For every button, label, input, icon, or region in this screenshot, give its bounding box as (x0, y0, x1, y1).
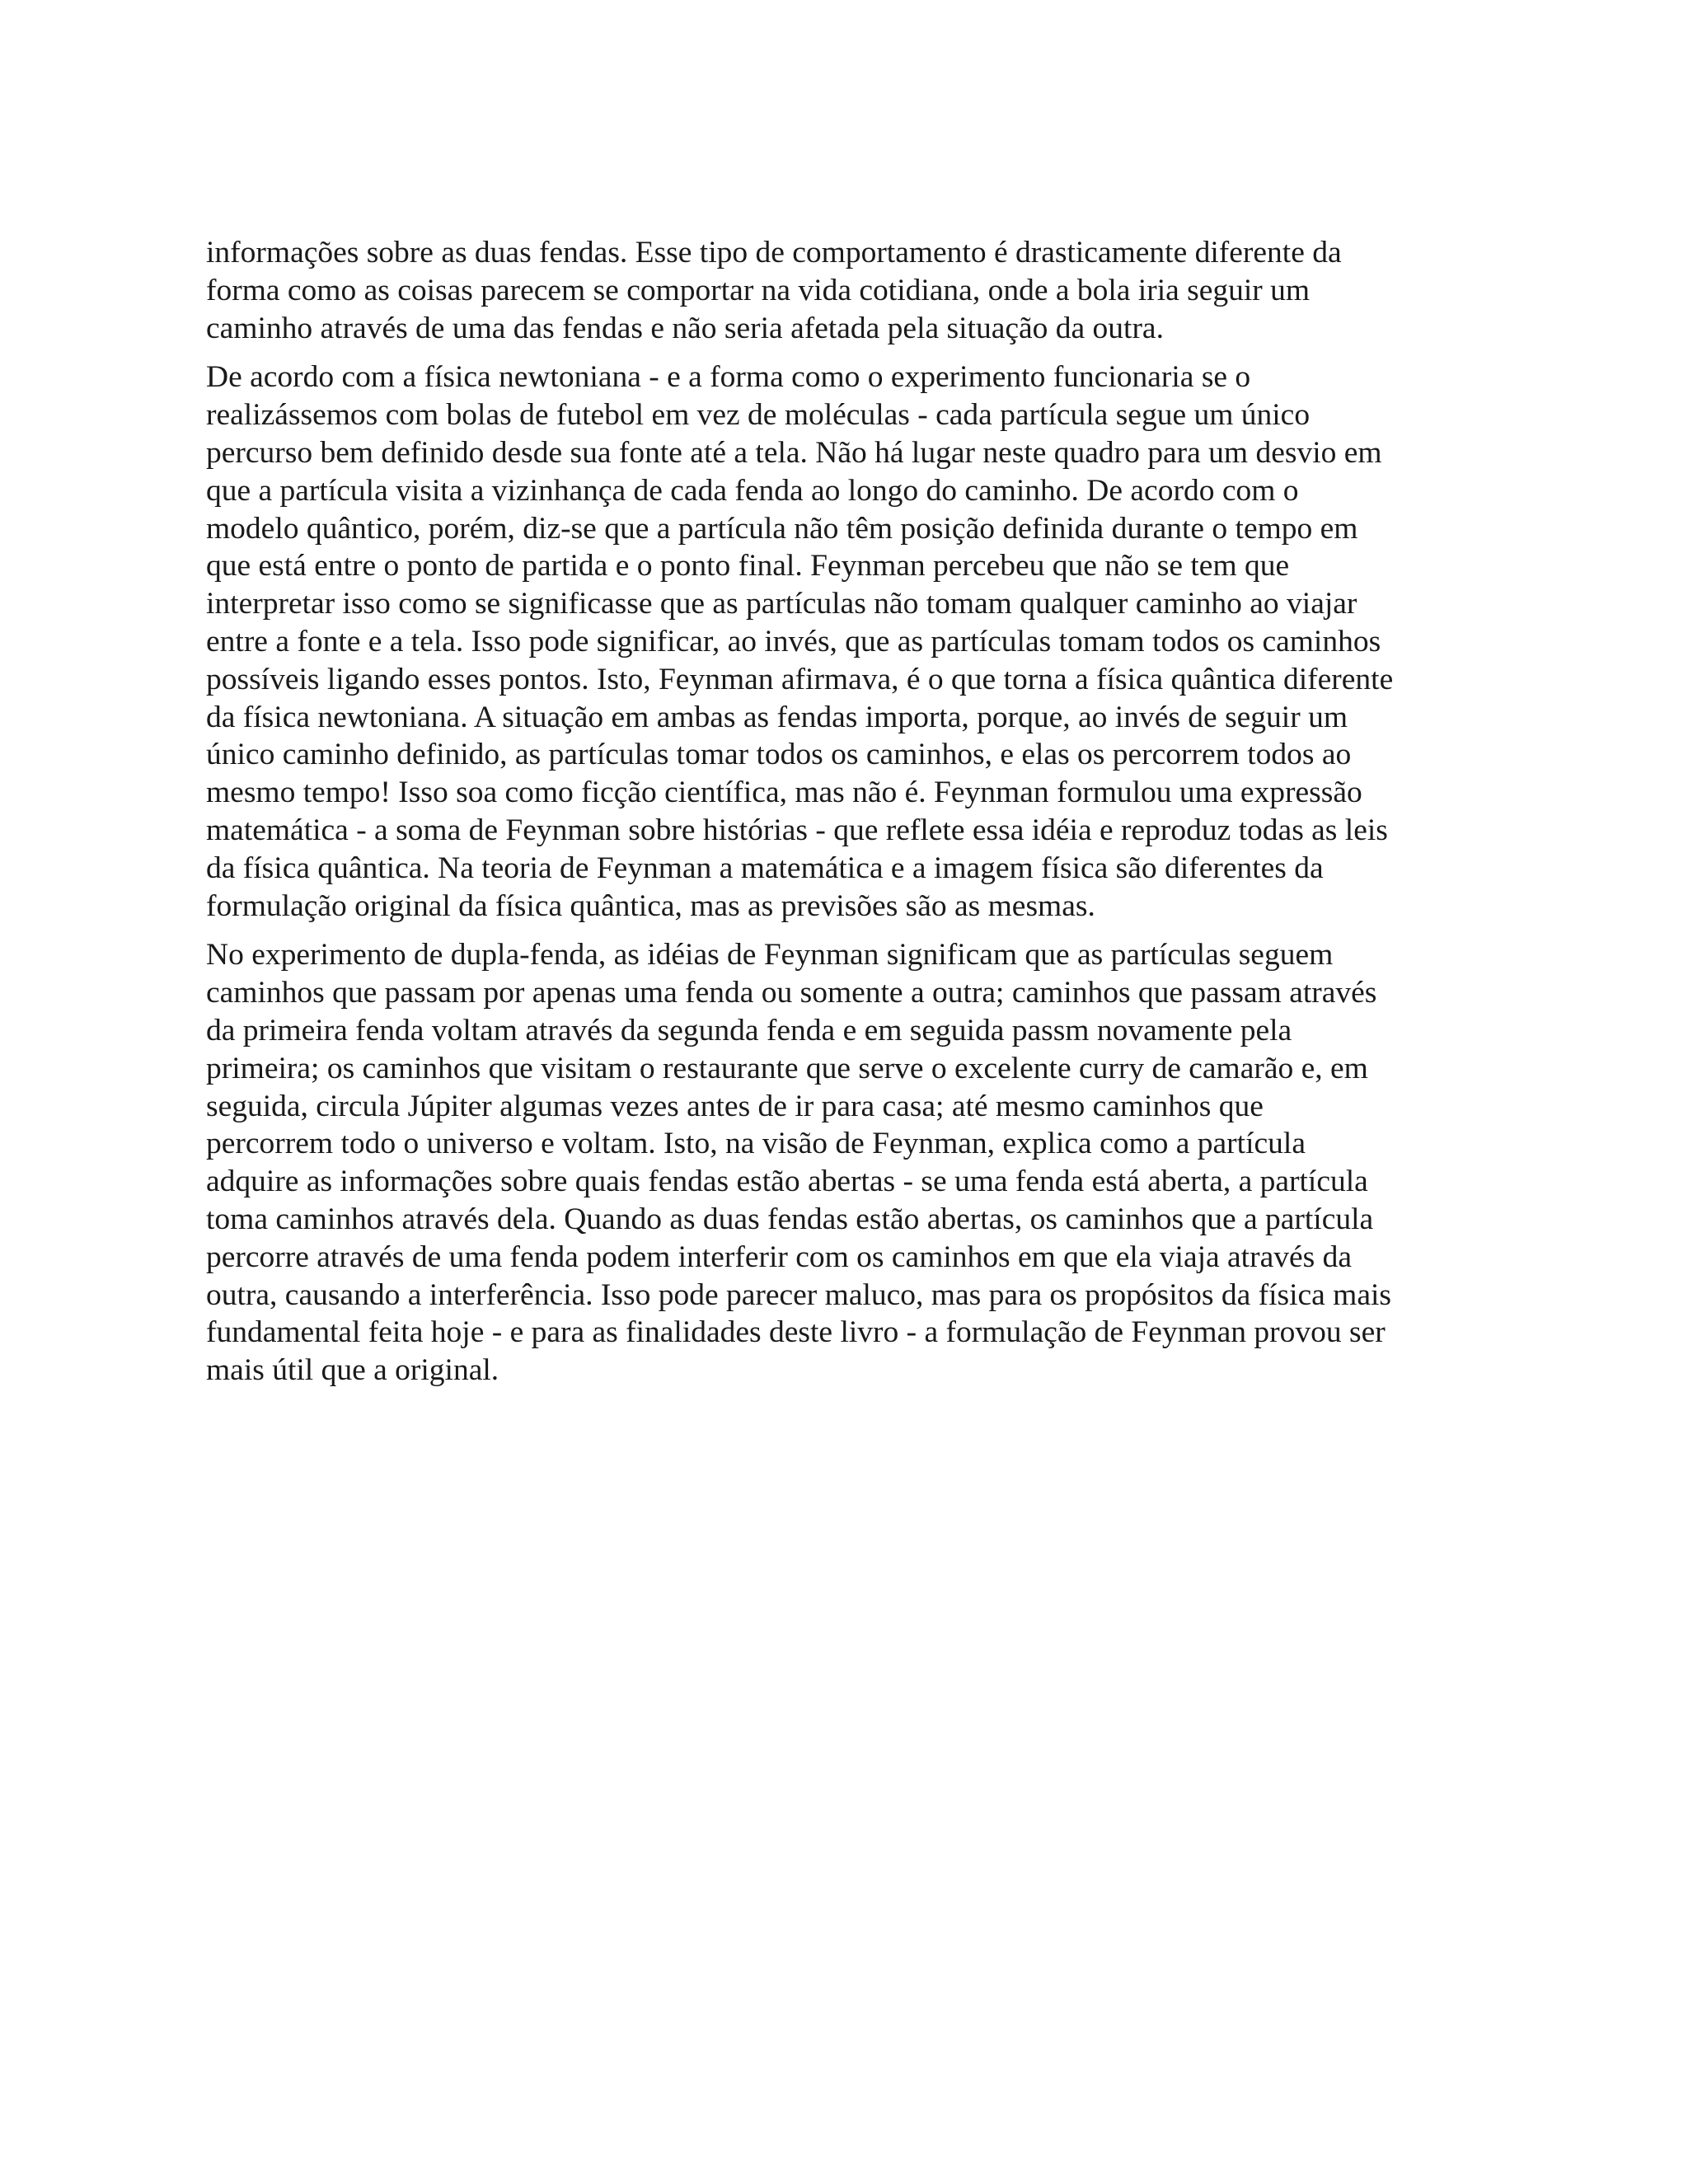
text-line: da física quântica. Na teoria de Feynman a matemática e a imagem física são diferentes da (206, 851, 1324, 885)
text-line: que a partícula visita a vizinhança de cada fenda ao longo do caminho. De acordo com o (206, 473, 1299, 508)
text-line: outra, causando a interferência. Isso pode parecer maluco, mas para os propósitos da física mais (206, 1277, 1392, 1312)
text-line: mais útil que a original. (206, 1353, 499, 1388)
text-line: No experimento de dupla-fenda, as idéias de Feynman significam que as partículas seguem (206, 938, 1334, 972)
text-line: adquire as informações sobre quais fendas estão abertas - se uma fenda está aberta, a partícula (206, 1165, 1368, 1199)
paragraph-2 (206, 359, 1479, 925)
text-line: fundamental feita hoje - e para as finalidades deste livro - a formulação de Feynman provou ser (206, 1315, 1386, 1350)
text-line: percorre através de uma fenda podem interferir com os caminhos em que ela viaja através da (206, 1240, 1352, 1274)
text-line: formulação original da física quântica, mas as previsões são as mesmas. (206, 888, 1095, 923)
text-line: forma como as coisas parecem se comportar na vida cotidiana, onde a bola iria seguir um (206, 273, 1311, 307)
text-line: toma caminhos através dela. Quando as duas fendas estão abertas, os caminhos que a partícula (206, 1202, 1374, 1236)
text-line: da primeira fenda voltam através da segunda fenda e em seguida passm novamente pela (206, 1013, 1292, 1047)
text-line: percurso bem definido desde sua fonte até a tela. Não há lugar neste quadro para um desvio em (206, 435, 1382, 470)
text-line: mesmo tempo! Isso soa como ficção científica, mas não é. Feynman formulou uma expressão (206, 776, 1362, 810)
text-line: realizássemos com bolas de futebol em vez de moléculas - cada partícula segue um único (206, 398, 1311, 433)
text-line: caminhos que passam por apenas uma fenda ou somente a outra; caminhos que passam através (206, 976, 1377, 1010)
text-line: possíveis ligando esses pontos. Isto, Feynman afirmava, é o que torna a física quântica diferente (206, 662, 1394, 696)
text-line: que está entre o ponto de partida e o ponto final. Feynman percebeu que não se tem que (206, 549, 1290, 583)
text-line: da física newtoniana. A situação em ambas as fendas importa, porque, ao invés de seguir um (206, 700, 1348, 734)
text-line: modelo quântico, porém, diz-se que a partícula não têm posição definida durante o tempo em (206, 511, 1358, 546)
text-line: De acordo com a física newtoniana - e a forma como o experimento funcionaria se o (206, 360, 1251, 395)
text-line: seguida, circula Júpiter algumas vezes antes de ir para casa; até mesmo caminhos que (206, 1089, 1264, 1123)
paragraph-1 (206, 234, 1479, 347)
text-line: matemática - a soma de Feynman sobre histórias - que reflete essa idéia e reproduz todas as leis (206, 813, 1388, 847)
text-line: percorrem todo o universo e voltam. Isto, na visão de Feynman, explica como a partícula (206, 1127, 1306, 1161)
text-line: informações sobre as duas fendas. Esse tipo de comportamento é drasticamente diferente da (206, 236, 1342, 269)
text-line: interpretar isso como se significasse que as partículas não tomam qualquer caminho ao viajar (206, 587, 1357, 621)
body-text (206, 234, 1479, 1390)
paragraph-3 (206, 936, 1479, 1390)
text-line: entre a fonte e a tela. Isso pode significar, ao invés, que as partículas tomam todos os caminhos (206, 624, 1381, 658)
text-line: caminho através de uma das fendas e não seria afetada pela situação da outra. (206, 311, 1164, 345)
text-line: único caminho definido, as partículas tomar todos os caminhos, e elas os percorrem todos ao (206, 738, 1352, 772)
text-line: primeira; os caminhos que visitam o restaurante que serve o excelente curry de camarão e, em (206, 1051, 1368, 1085)
